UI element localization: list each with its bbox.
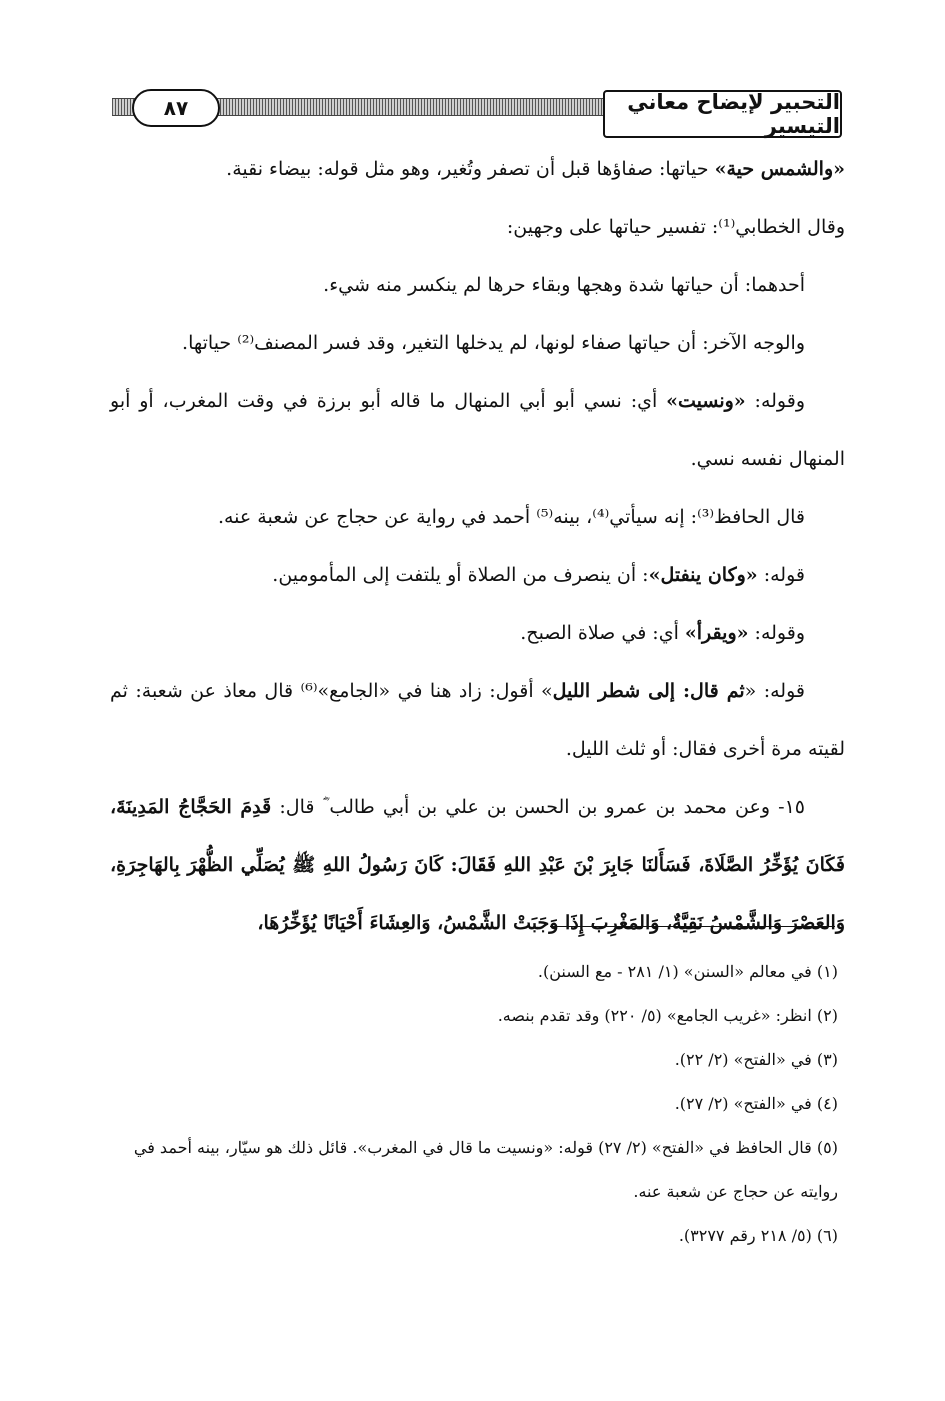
paragraph — [110, 372, 845, 488]
quoted-phrase: «ويقرأ» — [684, 622, 749, 644]
paragraph-text: أي: نسي أبو أبي المنهال ما قاله أبو برزة في وقت المغرب، أو أبو المنهال نفسه نسي. — [110, 390, 845, 470]
paragraph-text: وقوله: — [748, 622, 805, 644]
paragraph-text: أي: في صلاة الصبح. — [520, 622, 685, 644]
footnote: (٢) انظر: «غريب الجامع» (٥/ ٢٢٠) وقد تقدم بنصه. — [497, 1006, 838, 1025]
paragraph: وقال الخطابي⁽¹⁾: تفسير حياتها على وجهين: — [506, 216, 845, 238]
footnotes — [108, 950, 838, 1258]
paragraph-text: » أقول: زاد هنا في «الجامع»⁽⁶⁾ قال معاذ عن شعبة: ثم لقيته مرة أخرى فقال: أو ثلث الليل. — [110, 680, 845, 760]
paragraph: قال الحافظ⁽³⁾: إنه سيأتي⁽⁴⁾، بينه⁽⁵⁾ أحمد في رواية عن حجاج عن شعبة عنه. — [217, 506, 805, 528]
paragraph — [110, 662, 845, 778]
book-title: التحبير لإيضاح معاني التيسير — [603, 90, 842, 138]
footnote: (٦) (٥/ ٢١٨ رقم ٣٢٧٧). — [678, 1226, 838, 1245]
footnote: (١) في معالم «السنن» (١/ ٢٨١ - مع السنن). — [537, 962, 838, 981]
paragraph-text: قوله: « — [744, 680, 805, 702]
quoted-phrase: «وكان ينفتل» — [648, 564, 758, 586]
paragraph-text: : أن ينصرف من الصلاة أو يلتفت إلى المأمومين. — [272, 564, 649, 586]
footnote: (٤) في «الفتح» (٢/ ٢٧). — [674, 1094, 838, 1113]
hadith-text: قَدِمَ الحَجَّاجُ المَدِينَةَ، فَكَانَ يُؤَخِّرُ الصَّلَاةَ، فَسَأَلنَا جَابِرَ بْنَ عَبْدِ اللهِ فَقَالَ: كَانَ رَسُولُ اللهِ ﷺ يُصَلِّي الظُّهْرَ بِالهَاجِرَةِ، وَالعَصْرَ وَالشَّمْسُ نَقِيَّةٌ، وَالمَغْرِبَ إِذَا وَجَبَتْ الشَّمْسُ، وَالعِشَاءَ أَحْيَانًا يُؤَخِّرُهَا، — [110, 796, 845, 934]
paragraph: والوجه الآخر: أن حياتها صفاء لونها، لم يدخلها التغير، وقد فسر المصنف⁽²⁾ حياتها. — [182, 332, 805, 354]
page-number: ٨٧ — [132, 89, 220, 127]
paragraph-text: ١٥- وعن محمد بن عمرو بن الحسن بن علي بن أبي طالب ؓ قال: — [271, 796, 805, 818]
quoted-phrase: «ونسيت» — [666, 390, 746, 412]
page-header — [112, 88, 842, 136]
paragraph — [110, 604, 845, 662]
paragraph-text: حياتها: صفاؤها قبل أن تصفر وتُغير، وهو مثل قوله: بيضاء نقية. — [226, 158, 715, 180]
quoted-phrase: ثم قال: إلى شطر الليل — [552, 680, 745, 702]
main-text — [110, 140, 845, 952]
paragraph-text: قوله: — [757, 564, 805, 586]
paragraph — [110, 546, 845, 604]
footnote-separator — [550, 926, 835, 927]
quoted-phrase: «والشمس حية» — [714, 158, 845, 180]
footnote: (٣) في «الفتح» (٢/ ٢٢). — [674, 1050, 838, 1069]
paragraph-text: وقوله: — [745, 390, 806, 412]
footnote: (٥) قال الحافظ في «الفتح» (٢/ ٢٧) قوله: «ونسيت ما قال في المغرب». قائل ذلك هو سيّار، بينه أحمد في روايته عن حجاج عن شعبة عنه. — [133, 1138, 838, 1201]
paragraph — [110, 140, 845, 198]
paragraph: أحدهما: أن حياتها شدة وهجها وبقاء حرها لم ينكسر منه شيء. — [323, 274, 805, 296]
